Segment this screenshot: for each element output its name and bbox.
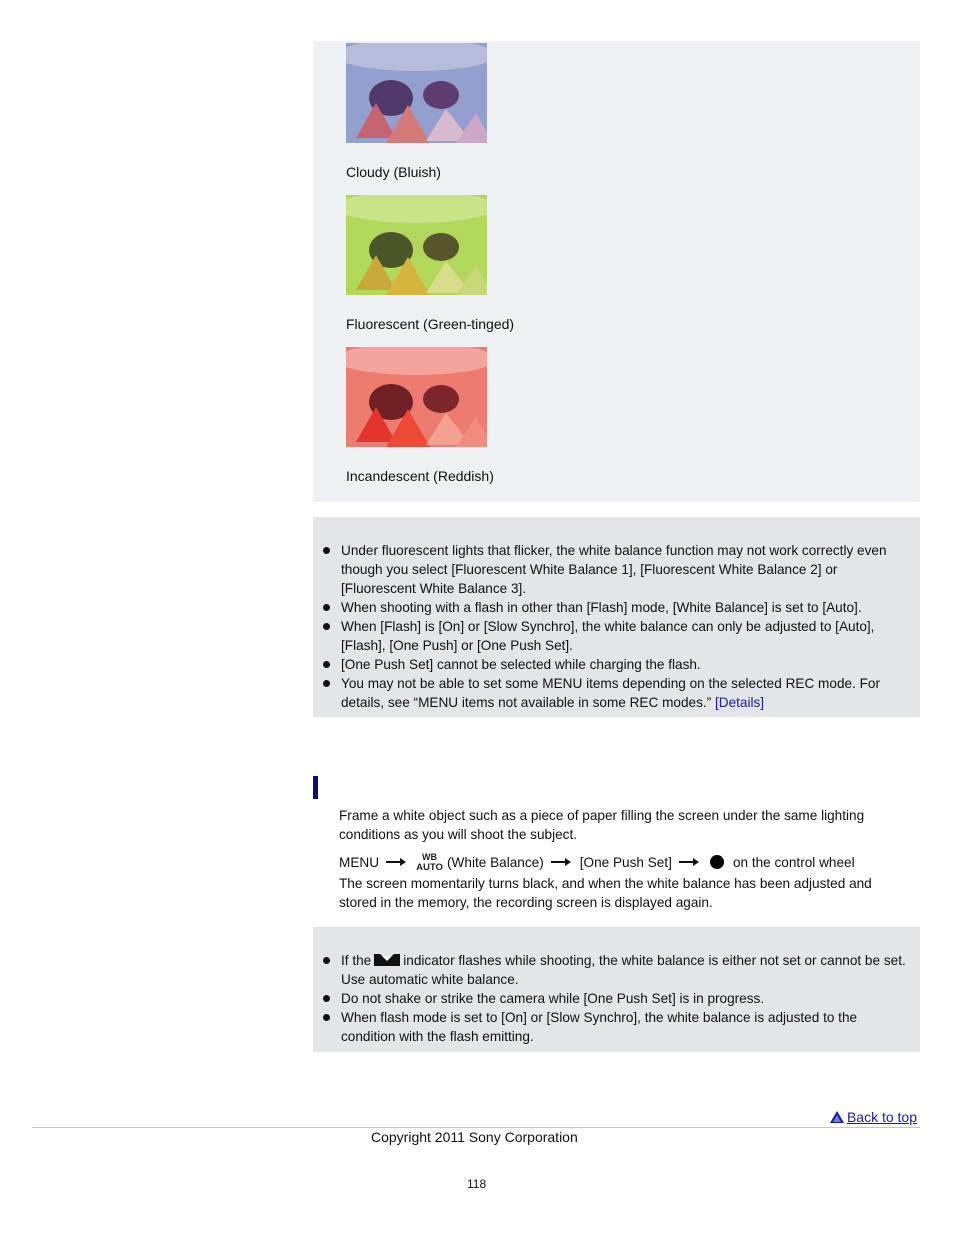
- list-item: When flash mode is set to [On] or [Slow Synchro], the white balance is adjusted to the condition with the flash emitting.: [313, 1008, 913, 1046]
- list-item: [One Push Set] cannot be selected while charging the flash.: [313, 655, 913, 674]
- one-push-indicator-icon: [373, 953, 401, 967]
- arrow-right-icon: [551, 857, 571, 867]
- white-balance-examples-panel: [313, 41, 920, 502]
- details-link[interactable]: [Details]: [714, 695, 765, 710]
- wb-icon-top-text: WB: [422, 852, 438, 862]
- page-number: 118: [467, 1177, 487, 1191]
- back-to-top-link[interactable]: [830, 1109, 917, 1125]
- arrow-right-icon: [679, 857, 699, 867]
- list-item: [313, 951, 913, 989]
- caption-fluorescent: Fluorescent (Green-tinged): [346, 316, 515, 332]
- sample-image-cloudy: [346, 43, 487, 143]
- cloudy-photo: [346, 43, 487, 143]
- wb-label: (White Balance): [447, 854, 544, 870]
- copyright: Copyright 2011 Sony Corporation: [371, 1129, 578, 1145]
- fluorescent-photo: [346, 195, 487, 295]
- one-push-result: The screen momentarily turns black, and when the white balance has been adjusted and stored in the memory, the recording screen is displayed again.: [339, 876, 872, 910]
- list-item: Under fluorescent lights that flicker, the white balance function may not work correctly even though you select [Fluorescent White Balance 1], [Fluorescent White Balance 2] or [Fluorescent White Balance 3].: [313, 541, 913, 598]
- note-text: You may not be able to set some MENU items depending on the selected REC mode. For details, see “MENU items not available in some REC modes.”: [341, 676, 881, 710]
- incandescent-photo: [346, 347, 487, 447]
- one-push-intro: Frame a white object such as a piece of paper filling the screen under the same lighting conditions as you will shoot the subject.: [339, 808, 865, 842]
- footer-divider: [32, 1127, 920, 1128]
- wb-icon-bottom-text: AUTO: [416, 862, 443, 872]
- sample-image-fluorescent: [346, 195, 487, 295]
- arrow-right-icon: [386, 857, 406, 867]
- notes-list: [313, 541, 913, 712]
- list-item: When [Flash] is [On] or [Slow Synchro], the white balance can only be adjusted to [Auto], [Flash], [One Push] or [One Push Set].: [313, 617, 913, 655]
- notes-panel-one-push: [313, 927, 920, 1052]
- notes-list: [313, 951, 913, 1046]
- section-heading-bar: [313, 776, 318, 799]
- menu-path: [339, 851, 855, 873]
- back-to-top-label: Back to top: [846, 1109, 917, 1125]
- note-text: indicator flashes while shooting, the white balance is either not set or cannot be set. Use automatic white balance.: [341, 953, 906, 987]
- center-button-icon: [710, 855, 724, 869]
- notes-panel: [313, 517, 920, 717]
- one-push-set-label: [One Push Set]: [579, 854, 672, 870]
- list-item: Do not shake or strike the camera while [One Push Set] is in progress.: [313, 989, 913, 1008]
- sample-image-incandescent: [346, 347, 487, 447]
- note-text: If the: [341, 953, 372, 968]
- menu-label: MENU: [339, 854, 380, 870]
- triangle-up-icon: [830, 1111, 844, 1123]
- list-item: When shooting with a flash in other than [Flash] mode, [White Balance] is set to [Auto].: [313, 598, 913, 617]
- caption-incandescent: Incandescent (Reddish): [346, 468, 494, 484]
- list-item: [313, 674, 913, 712]
- wb-auto-icon: [415, 852, 444, 872]
- caption-cloudy: Cloudy (Bluish): [346, 164, 441, 180]
- control-wheel-label: on the control wheel: [732, 854, 855, 870]
